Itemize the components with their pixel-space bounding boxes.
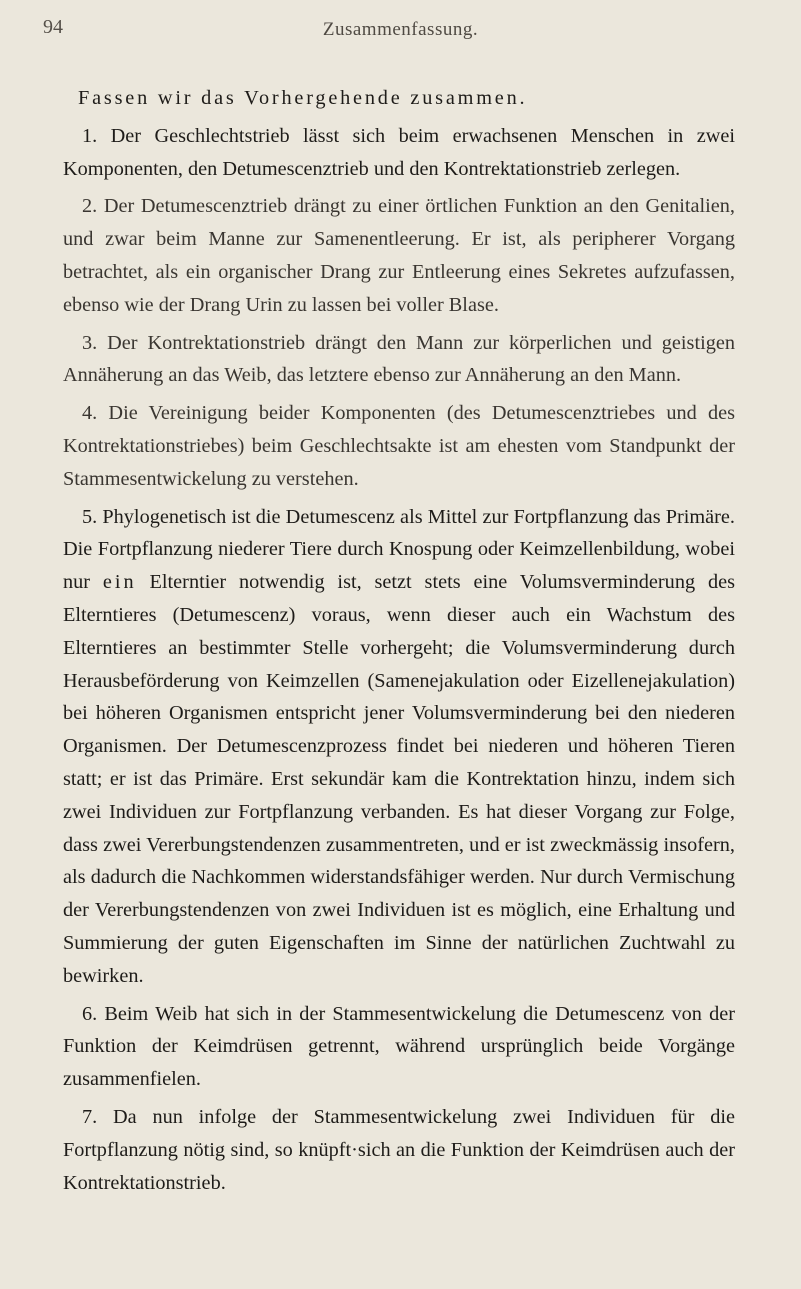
item-number: 6. — [82, 1002, 98, 1025]
item-number: 2. — [82, 195, 98, 218]
summary-item-4 — [63, 397, 735, 495]
main-text — [63, 82, 735, 1204]
item-text: Der Geschlechtstrieb lässt sich beim erwachsenen Menschen in zwei Komponenten, den Detumescenztrieb und den Kontrektationstrieb zerlegen. — [63, 124, 735, 180]
running-head: Zusammenfassung. — [322, 19, 479, 40]
item-number: 4. — [82, 402, 98, 425]
item-text: Da nun infolge der Stammesentwickelung zwei Individuen für die Fortpflanzung nötig sind, so knüpft·sich an die Funktion der Keimdrüsen auch der Kontrektationstrieb. — [63, 1105, 735, 1194]
item-number: 1. — [82, 124, 98, 147]
summary-item-2 — [63, 190, 735, 321]
summary-item-1 — [63, 120, 735, 186]
item-text: Der Kontrektationstrieb drängt den Mann zur körperlichen und geistigen Annäherung an das Weib, das letztere ebenso zur Annäherung an den Mann. — [63, 331, 735, 387]
item-number: 3. — [82, 331, 98, 354]
summary-item-3 — [63, 327, 735, 393]
item-text: Der Detumescenztrieb drängt zu einer örtlichen Funktion an den Genitalien, und zwar beim Manne zur Samenentleerung. Er ist, als peripherer Vorgang betrachtet, als ein organischer Drang zur Entleerung eines Sekretes aufzufassen, ebenso wie der Drang Urin zu lassen bei voller Blase. — [63, 195, 735, 316]
item-text: Beim Weib hat sich in der Stammesentwickelung die Detumescenz von der Funktion der Keimdrüsen getrennt, während ursprünglich beide Vorgänge zusammenfielen. — [63, 1002, 735, 1091]
summary-item-6 — [63, 998, 735, 1096]
item-number: 7. — [82, 1105, 98, 1128]
page-number: 94 — [43, 16, 63, 38]
item-number: 5. — [82, 505, 98, 528]
summary-item-7 — [63, 1101, 735, 1199]
emphasized-word: ein — [102, 571, 137, 594]
item-text-before: Phylogenetisch ist die Detumescenz als Mittel zur Fortpflanzung das Primäre. Die Fortpflanzung niederer Tiere durch Knospung oder Keimzellenbildung, wobei nur — [63, 505, 735, 594]
section-heading: Fassen wir das Vorhergehende zusammen. — [78, 87, 528, 109]
item-text-after: Elterntier notwendig ist, setzt stets eine Volumsverminderung des Elterntieres (Detumescenz) voraus, wenn dieser auch ein Wachstum des Elterntieres an bestimmter Stelle vorhergeht; die Volumsverminderung durch Herausbeförderung von Keimzellen (Samenejakulation oder Eizellenejakulation) bei höheren Organismen entspricht jener Volumsverminderung bei den niederen Organismen. Der Detumescenzprozess findet bei niederen und höheren Tieren statt; er ist das Primäre. Erst sekundär kam die Kontrektation hinzu, indem sich zwei Individuen zur Fortpflanzung verbanden. Es hat dieser Vorgang zur Folge, dass zwei Vererbungstendenzen zusammentreten, und er ist zweckmässig insofern, als dadurch die Nachkommen widerstandsfähiger werden. Nur durch Vermischung der Vererbungstendenzen von zwei Individuen ist es möglich, eine Erhaltung und Summierung der guten Eigenschaften im Sinne der natürlichen Zuchtwahl zu bewirken. — [63, 571, 735, 987]
item-text: Die Vereinigung beider Komponenten (des Detumescenztriebes und des Kontrektationstriebes) beim Geschlechtsakte ist am ehesten vom Standpunkt der Stammesentwickelung zu verstehen. — [63, 402, 735, 490]
summary-item-5 — [63, 501, 735, 993]
